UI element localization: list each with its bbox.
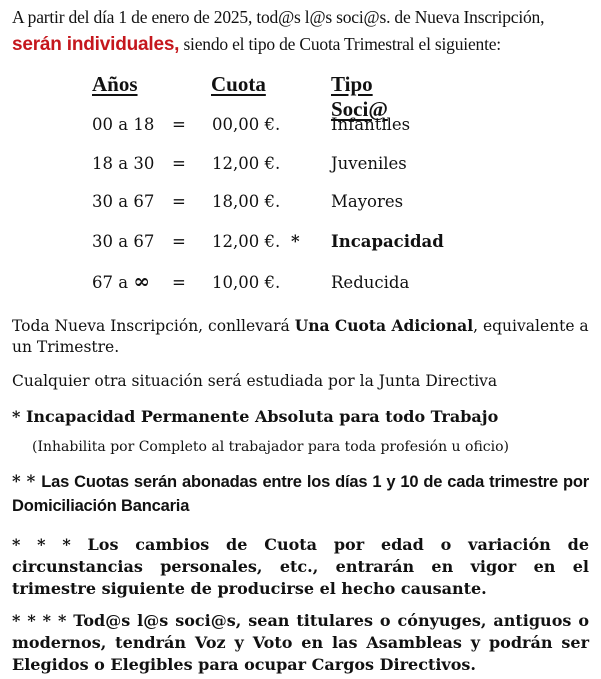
note-1-subtext: (Inhabilita por Completo al trabajador para toda profesión u oficio) [32, 439, 509, 455]
row-type: Infantiles [331, 115, 411, 134]
row-equals: = [172, 154, 186, 173]
note-2-text: Las Cuotas serán abonadas entre los días 1 y 10 de cada trimestre por Domiciliación Bancaria [12, 473, 589, 515]
paragraph-1-bold: Una Cuota Adicional [294, 316, 474, 335]
row-fee: 00,00 €. [212, 115, 281, 134]
row-fee: 18,00 €. [212, 192, 281, 211]
table-row [0, 154, 601, 178]
paragraph-1-before: Toda Nueva Inscripción, conllevará [12, 317, 295, 335]
row-type: Juveniles [331, 154, 407, 173]
row-fee: 12,00 €. [212, 232, 281, 251]
row-range: 18 a 30 [92, 154, 155, 173]
header-type: Tipo Soci@ [331, 72, 388, 121]
intro-line-1: A partir del día 1 de enero de 2025, tod@s l@s soci@s. de Nueva Inscripción, [12, 7, 545, 27]
infinity-symbol: ∞ [133, 269, 150, 293]
row-type: Reducida [331, 273, 410, 292]
row-equals: = [172, 232, 186, 251]
header-years: Años [92, 72, 138, 96]
table-row [0, 232, 601, 256]
intro-text [12, 4, 597, 58]
row-range: 00 a 18 [92, 115, 155, 134]
table-row [0, 192, 601, 216]
note-2-stars: * * [12, 472, 42, 491]
intro-line-2 [12, 31, 597, 58]
row-fee: 10,00 €. [212, 273, 281, 292]
note-1-title: * Incapacidad Permanente Absoluta para todo Trabajo [12, 407, 499, 426]
row-type: Incapacidad [331, 232, 444, 251]
row-range [92, 269, 150, 293]
row-range: 30 a 67 [92, 232, 155, 251]
header-fee: Cuota [211, 72, 266, 96]
note-3: * * * Los cambios de Cuota por edad o variación de circunstancias personales, etc., entrarán en vigor en el trimestre siguiente de producirse el hecho causante. [12, 535, 589, 598]
other-situations-paragraph: Cualquier otra situación será estudiada por la Junta Directiva [12, 372, 498, 390]
row-equals: = [172, 115, 186, 134]
paragraph-1-after: , equivalente a un Trimestre. [12, 317, 589, 356]
row-fee: 12,00 €. [212, 154, 281, 173]
row-asterisk-mark: * [291, 232, 300, 251]
note-2 [12, 470, 589, 518]
table-row [0, 115, 601, 139]
row-type: Mayores [331, 192, 404, 211]
additional-fee-paragraph [12, 315, 589, 358]
row-range: 30 a 67 [92, 192, 155, 211]
note-4: * * * * Tod@s l@s soci@s, sean titulares o cónyuges, antiguos o modernos, tendrán Voz y Voto en las Asambleas y podrán ser Elegidos o Elegibles para ocupar Cargos Directivos. [12, 611, 589, 674]
row-range-prefix: 67 a [92, 273, 134, 292]
intro-highlight: serán individuales, [12, 34, 180, 55]
row-equals: = [172, 273, 186, 292]
intro-line-2-rest: siendo el tipo de Cuota Trimestral el siguiente: [179, 34, 501, 54]
row-equals: = [172, 192, 186, 211]
table-row [0, 269, 601, 297]
